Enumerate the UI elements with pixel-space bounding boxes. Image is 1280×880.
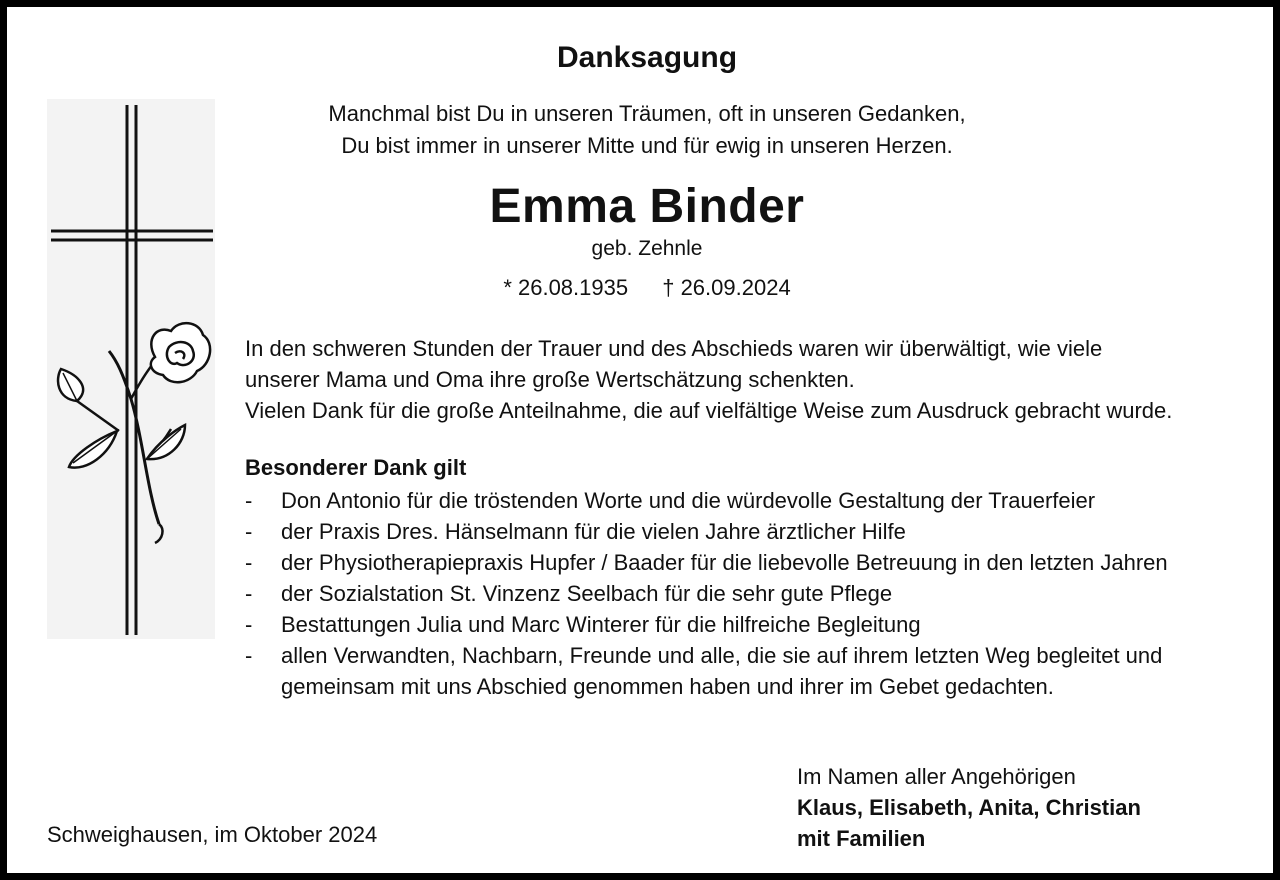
list-dash: - <box>245 581 253 606</box>
list-item-text: allen Verwandten, Nachbarn, Freunde und alle, die sie auf ihrem letzten Weg begleitet und gemeinsam mit uns Abschied genommen haben und ihrer im Gebet gedachten. <box>281 643 1163 699</box>
signature-names: Klaus, Elisabeth, Anita, Christian <box>797 795 1141 820</box>
signature-intro: Im Namen aller Angehörigen <box>797 764 1076 789</box>
list-item <box>245 485 1255 516</box>
place-and-date: Schweighausen, im Oktober 2024 <box>47 822 378 847</box>
list-dash: - <box>245 519 253 544</box>
acknowledgement-paragraph <box>245 333 1255 426</box>
birth-name: geb. Zehnle <box>591 237 703 260</box>
signature-block <box>797 761 1141 854</box>
list-dash: - <box>245 550 253 575</box>
birth-date: * 26.08.1935 <box>503 275 629 300</box>
list-item-text: der Sozialstation St. Vinzenz Seelbach für die sehr gute Pflege <box>281 581 893 606</box>
list-item <box>245 609 1255 640</box>
signature-family: mit Familien <box>797 826 926 851</box>
special-thanks-list <box>245 485 1255 702</box>
paragraph-line: In den schweren Stunden der Trauer und des Abschieds waren wir überwältigt, wie viele <box>245 336 1103 361</box>
cross-with-rose-icon <box>47 99 215 639</box>
list-item-text: der Physiotherapiepraxis Hupfer / Baader für die liebevolle Betreuung in den letzten Jahren <box>281 550 1168 575</box>
special-thanks-heading: Besonderer Dank gilt <box>245 455 467 480</box>
death-date: † 26.09.2024 <box>662 275 791 300</box>
list-dash: - <box>245 643 253 668</box>
list-item <box>245 578 1255 609</box>
list-item-text: der Praxis Dres. Hänselmann für die vielen Jahre ärztlicher Hilfe <box>281 519 906 544</box>
list-dash: - <box>245 612 253 637</box>
paragraph-line: Vielen Dank für die große Anteilnahme, die auf vielfältige Weise zum Ausdruck gebracht wurde. <box>245 398 1173 423</box>
list-item <box>245 516 1255 547</box>
list-dash: - <box>245 488 253 513</box>
list-item-text: Bestattungen Julia und Marc Winterer für die hilfreiche Begleitung <box>281 612 921 637</box>
list-item-text: Don Antonio für die tröstenden Worte und die würdevolle Gestaltung der Trauerfeier <box>281 488 1096 513</box>
verse-line-2: Du bist immer in unserer Mitte und für ewig in unseren Herzen. <box>341 133 953 158</box>
paragraph-line: unserer Mama und Oma ihre große Wertschätzung schenkten. <box>245 367 855 392</box>
notice-heading: Danksagung <box>556 41 738 74</box>
verse-line-1: Manchmal bist Du in unseren Träumen, oft in unseren Gedanken, <box>328 101 966 126</box>
deceased-name: Emma Binder <box>489 180 805 233</box>
list-item <box>245 640 1255 702</box>
list-item <box>245 547 1255 578</box>
